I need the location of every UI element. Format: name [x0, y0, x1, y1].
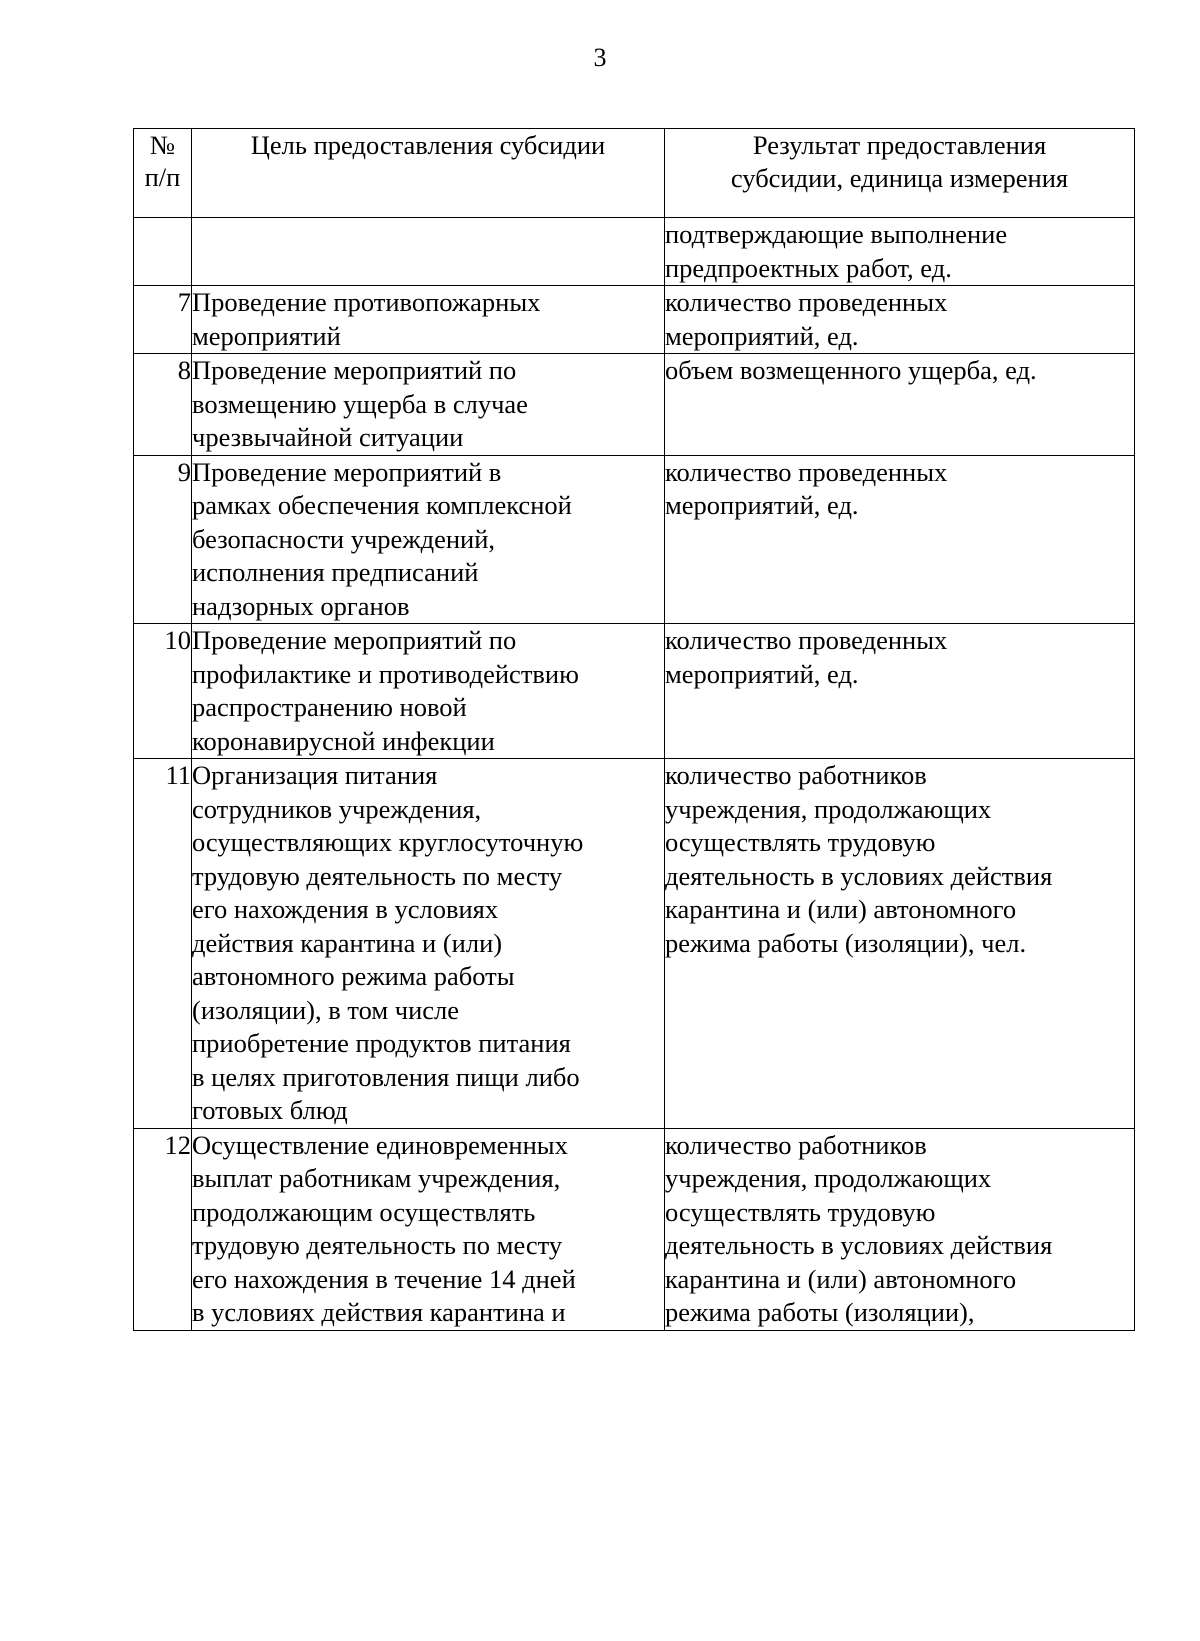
table-row — [134, 455, 1135, 624]
table-header-row — [134, 129, 1135, 218]
row-number — [134, 218, 192, 286]
table-row — [134, 354, 1135, 456]
row-goal: Проведение мероприятий в рамках обеспечения комплексной безопасности учреждений, исполнения предписаний надзорных органов — [192, 455, 665, 624]
row-goal: Организация питания сотрудников учреждения, осуществляющих круглосуточную трудовую деятельность по месту его нахождения в условиях действия карантина и (или) автономного режима работы (изоляции), в том числе приобретение продуктов питания в целях приготовления пищи либо готовых блюд — [192, 759, 665, 1129]
row-goal: Проведение мероприятий по профилактике и противодействию распространению новой коронавирусной инфекции — [192, 624, 665, 759]
row-goal: Проведение противопожарных мероприятий — [192, 286, 665, 354]
subsidy-table — [133, 128, 1135, 1331]
row-goal: Проведение мероприятий по возмещению ущерба в случае чрезвычайной ситуации — [192, 354, 665, 456]
row-number: 9 — [134, 455, 192, 624]
row-number: 11 — [134, 759, 192, 1129]
table-header — [134, 129, 1135, 218]
row-number: 8 — [134, 354, 192, 456]
row-result: количество работников учреждения, продолжающих осуществлять трудовую деятельность в условиях действия карантина и (или) автономного режима работы (изоляции), — [665, 1128, 1135, 1330]
table-body — [134, 218, 1135, 1331]
row-number: 10 — [134, 624, 192, 759]
table-row — [134, 1128, 1135, 1330]
table-row — [134, 624, 1135, 759]
table-row — [134, 218, 1135, 286]
row-result: количество проведенных мероприятий, ед. — [665, 286, 1135, 354]
table-row — [134, 759, 1135, 1129]
row-goal — [192, 218, 665, 286]
row-result: объем возмещенного ущерба, ед. — [665, 354, 1135, 456]
header-number: № п/п — [134, 129, 192, 218]
page-number: 3 — [593, 43, 607, 72]
table-row — [134, 286, 1135, 354]
row-number: 12 — [134, 1128, 192, 1330]
row-result: количество проведенных мероприятий, ед. — [665, 624, 1135, 759]
header-goal: Цель предоставления субсидии — [192, 129, 665, 218]
row-result: количество проведенных мероприятий, ед. — [665, 455, 1135, 624]
row-result: подтверждающие выполнение предпроектных работ, ед. — [665, 218, 1135, 286]
row-number: 7 — [134, 286, 192, 354]
row-result: количество работников учреждения, продолжающих осуществлять трудовую деятельность в условиях действия карантина и (или) автономного режима работы (изоляции), чел. — [665, 759, 1135, 1129]
row-goal: Осуществление единовременных выплат работникам учреждения, продолжающим осуществлять трудовую деятельность по месту его нахождения в течение 14 дней в условиях действия карантина и — [192, 1128, 665, 1330]
header-result: Результат предоставления субсидии, единица измерения — [665, 129, 1135, 218]
